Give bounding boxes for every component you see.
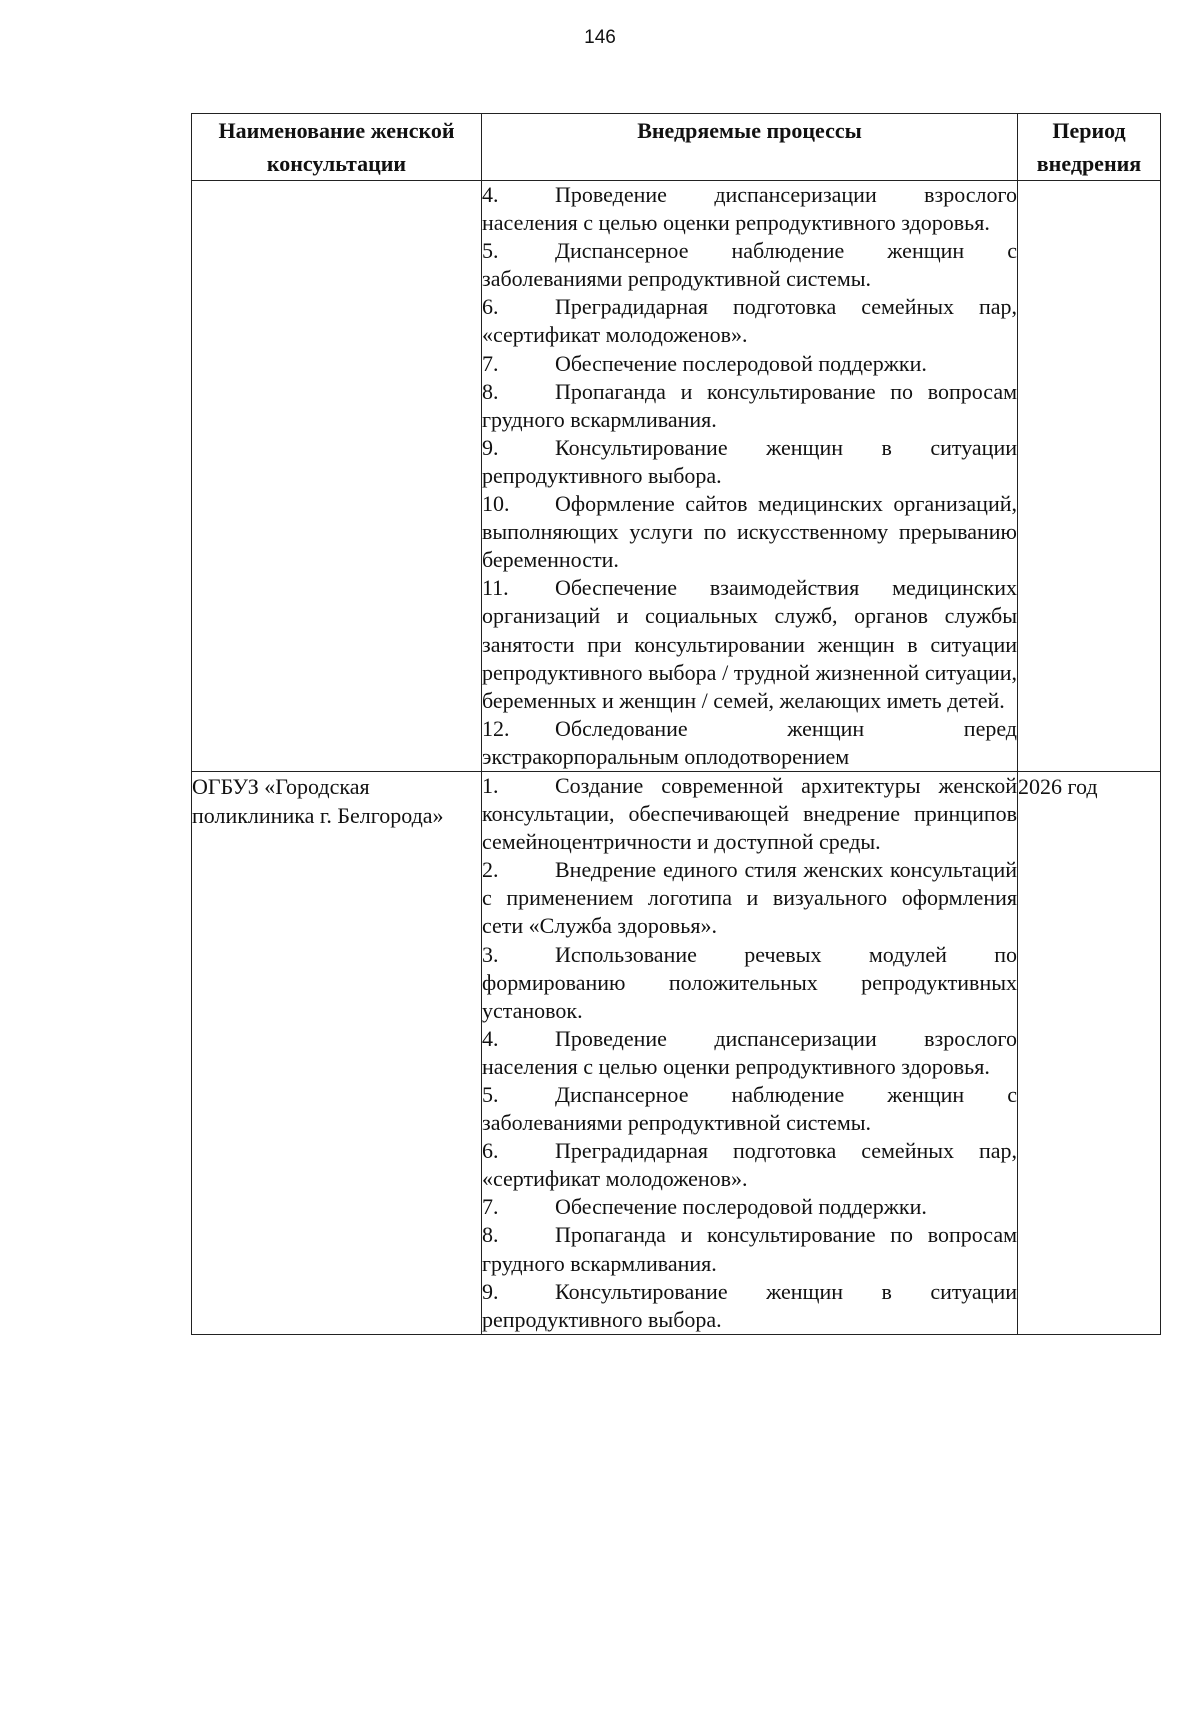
process-number: 4.	[482, 1025, 499, 1051]
process-number: 11.	[482, 575, 509, 601]
process-number: 9.	[482, 434, 499, 460]
process-text: Оформление сайтов медицинских организаций, выполняющих услуги по искусственному прерыванию беременности.	[482, 491, 1017, 573]
process-number: 3.	[482, 941, 499, 967]
consultation-name-cell	[192, 181, 482, 772]
process-text: Пропаганда и консультирование по вопросам грудного вскармливания.	[482, 378, 1017, 432]
process-number: 12.	[482, 715, 510, 741]
process-item	[482, 434, 1017, 490]
implementation-period-cell	[1018, 181, 1161, 772]
process-item	[482, 715, 1017, 771]
table-header-row	[192, 114, 1161, 181]
header-period: Период внедрения	[1018, 114, 1161, 181]
process-number: 8.	[482, 1222, 499, 1248]
process-item	[482, 293, 1017, 349]
process-item	[482, 772, 1017, 856]
process-text: Использование речевых модулей по формированию положительных репродуктивных установок.	[482, 941, 1017, 1023]
process-item	[482, 490, 1017, 574]
process-number: 8.	[482, 378, 499, 404]
process-text: Проведение диспансеризации взрослого населения с целью оценки репродуктивного здоровья.	[482, 1025, 1017, 1079]
process-item	[482, 1081, 1017, 1137]
process-text: Преградидарная подготовка семейных пар, «сертификат молодоженов».	[482, 294, 1017, 348]
consultation-name-cell: ОГБУЗ «Городская поликлиника г. Белгорода»	[192, 771, 482, 1334]
process-text: Преградидарная подготовка семейных пар, «сертификат молодоженов».	[482, 1138, 1017, 1192]
process-item	[482, 1278, 1017, 1334]
table-row	[192, 771, 1161, 1334]
process-text: Диспансерное наблюдение женщин с заболеваниями репродуктивной системы.	[482, 238, 1017, 292]
header-name: Наименование женской консультации	[192, 114, 482, 181]
table-row	[192, 181, 1161, 772]
process-number: 6.	[482, 294, 499, 320]
process-text: Проведение диспансеризации взрослого населения с целью оценки репродуктивного здоровья.	[482, 182, 1017, 236]
process-item	[482, 237, 1017, 293]
process-item	[482, 1193, 1017, 1221]
process-text: Консультирование женщин в ситуации репродуктивного выбора.	[482, 1278, 1017, 1332]
process-text: Внедрение единого стиля женских консультаций с применением логотипа и визуального оформления сети «Служба здоровья».	[482, 857, 1017, 939]
process-text: Диспансерное наблюдение женщин с заболеваниями репродуктивной системы.	[482, 1082, 1017, 1136]
process-number: 9.	[482, 1278, 499, 1304]
process-number: 2.	[482, 857, 499, 883]
process-item	[482, 1137, 1017, 1193]
process-text: Обследование женщин перед экстракорпоральным оплодотворением	[482, 715, 1017, 769]
process-item	[482, 1025, 1017, 1081]
process-number: 1.	[482, 772, 499, 798]
process-item	[482, 1221, 1017, 1277]
process-item	[482, 574, 1017, 714]
process-text: Обеспечение взаимодействия медицинских организаций и социальных служб, органов службы занятости при консультировании женщин в ситуации репродуктивного выбора / трудной жизненной ситуации, беременных и женщин / семей, желающих иметь детей.	[482, 575, 1017, 713]
process-number: 6.	[482, 1138, 499, 1164]
table-body	[192, 181, 1161, 1335]
implementation-period-cell: 2026 год	[1018, 771, 1161, 1334]
processes-cell	[482, 181, 1018, 772]
process-item	[482, 181, 1017, 237]
process-number: 7.	[482, 1194, 499, 1220]
process-number: 10.	[482, 491, 510, 517]
process-number: 7.	[482, 350, 499, 376]
header-processes: Внедряемые процессы	[482, 114, 1018, 181]
process-item	[482, 941, 1017, 1025]
process-text: Обеспечение послеродовой поддержки.	[555, 1194, 927, 1220]
process-number: 4.	[482, 182, 499, 207]
process-item	[482, 378, 1017, 434]
process-number: 5.	[482, 238, 499, 264]
process-text: Создание современной архитектуры женской консультации, обеспечивающей внедрение принципов семейноцентричности и доступной среды.	[482, 772, 1017, 855]
process-item	[482, 856, 1017, 940]
process-number: 5.	[482, 1082, 499, 1107]
process-text: Обеспечение послеродовой поддержки.	[555, 350, 927, 376]
process-text: Пропаганда и консультирование по вопросам грудного вскармливания.	[482, 1222, 1017, 1276]
process-item	[482, 350, 1017, 378]
page-number: 146	[584, 27, 616, 48]
processes-cell	[482, 771, 1018, 1334]
processes-table	[191, 113, 1161, 1335]
process-text: Консультирование женщин в ситуации репродуктивного выбора.	[482, 434, 1017, 488]
